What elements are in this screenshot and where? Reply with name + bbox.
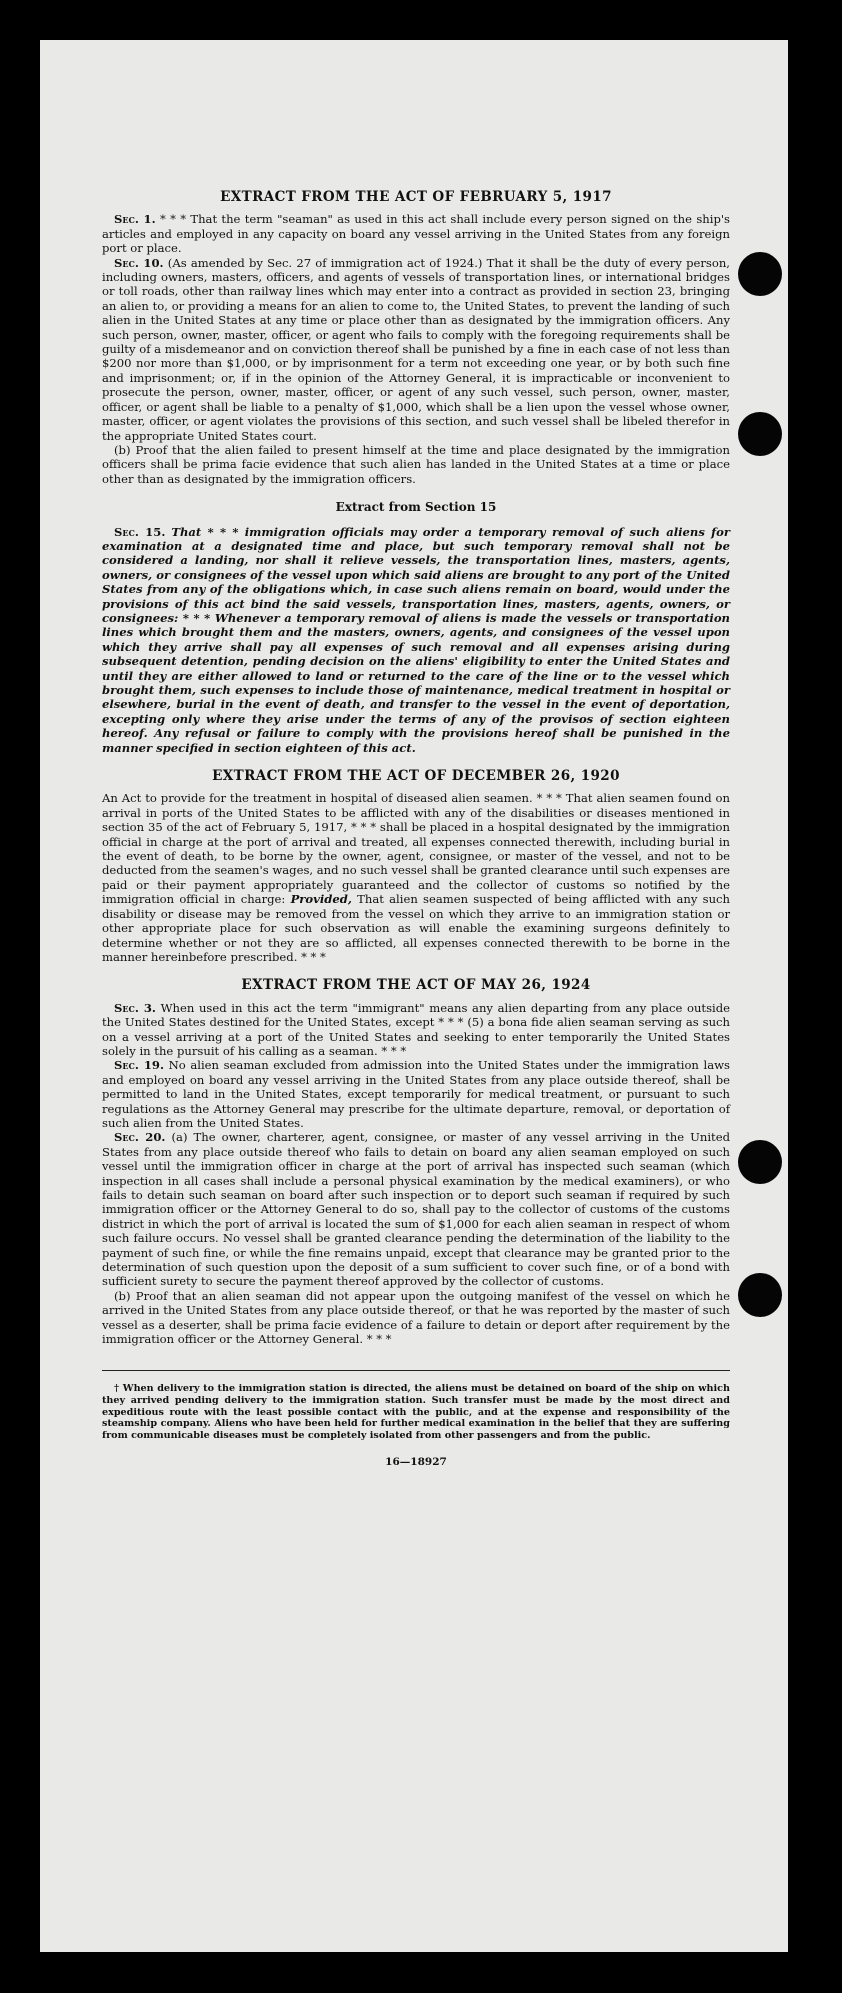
paragraph-text: When used in this act the term "immigrant" means any alien departing from any place outside the United States destined for the United States, except * * * (5) a bona fide alien seaman serving as such on a vessel arriving at a port of the United States and seeking to enter temporarily the United States solely in the pursuit of his calling as a seaman. * * * <box>102 1000 731 1058</box>
footnote-divider <box>102 1370 730 1371</box>
proviso-label: Provided, <box>290 892 352 907</box>
heading-act-1920: EXTRACT FROM THE ACT OF DECEMBER 26, 1920 <box>212 768 620 785</box>
paragraph-sec-10-b: (b) Proof that the alien failed to present himself at the time and place designated by the immigration officers shall be prima facie evidence that such alien has landed in the United States at a time or place other than as designated by the immigration officers. <box>102 442 730 486</box>
paragraph-act-1920 <box>102 791 730 964</box>
document-page <box>40 40 788 1952</box>
paragraph-sec-15 <box>102 525 730 756</box>
document-body <box>102 190 730 1470</box>
punch-hole <box>738 412 782 456</box>
punch-hole <box>738 1140 782 1184</box>
section-label: Sec. 1. <box>114 212 156 227</box>
section-label: Sec. 19. <box>114 1058 164 1073</box>
heading-act-1924: EXTRACT FROM THE ACT OF MAY 26, 1924 <box>241 977 591 994</box>
punch-hole <box>738 1273 782 1317</box>
section-label: Sec. 20. <box>114 1130 166 1145</box>
punch-hole <box>738 252 782 296</box>
paragraph-text: An Act to provide for the treatment in hospital of diseased alien seamen. * * * That alien seamen found on arrival in ports of the United States to be afflicted with any of the disabilities or diseases mentioned in section 35 of the act of February 5, 1917, * * * shall be placed in a hospital designated by the immigration official in charge at the port of arrival and treated, all expenses connected therewith, including burial in the event of death, to be borne by the owner, agent, consignee, or master of the vessel, and not to be deducted from the seamen's wages, and no such vessel shall be granted clearance until such expenses are paid or their payment appropriately guaranteed and the collector of customs so notified by the immigration official in charge: <box>102 791 730 907</box>
page-number: 16—18927 <box>385 1456 447 1469</box>
paragraph-text: (a) The owner, charterer, agent, consignee, or master of any vessel arriving in the United States from any place outside thereof who fails to detain on board any alien seaman employed on such vessel until the immigration officer in charge at the port of arrival has inspected such seaman (which inspection in all cases shall include a personal physical examination by the medical examiners), or who fails to detain such seaman on board after such inspection or to deport such seaman if required by such immigration officer or the Attorney General to do so, shall pay to the collector of customs of the customs district in which the port of arrival is located the sum of $1,000 for each alien seaman in respect of whom such failure occurs. No vessel shall be granted clearance pending the determination of the liability to the payment of such fine, or while the fine remains unpaid, except that clearance may be granted prior to the determination of such question upon the deposit of a sum sufficient to cover such fine, or of a bond with sufficient surety to secure the payment thereof approved by the collector of customs. <box>102 1130 730 1289</box>
section-label: Sec. 15. <box>114 524 166 539</box>
footnote: † When delivery to the immigration station is directed, the aliens must be detained on board of the ship on which they arrived pending delivery to the immigration station. Such transfer must be made by the most direct and expeditious route with the least possible contact with the public, and at the expense and responsibility of the steamship company. Aliens who have been held for further medical examination in the belief that they are suffering from communicable diseases must be completely isolated from other passengers and from the public. <box>102 1383 730 1441</box>
section-label: Sec. 10. <box>114 255 164 270</box>
paragraph-text: That * * * immigration officials may order a temporary removal of such aliens for examination at a designated time and place, but such temporary removal shall not be considered a landing, nor shall it relieve vessels, the transportation lines, masters, agents, owners, or consignees of the vessel upon which said aliens are brought to any port of the United States from any of the obligations which, in case such aliens remain on board, would under the provisions of this act bind the said vessels, transportation lines, masters, agents, owners, or consignees: * * * Whenever a temporary removal of aliens is made the vessels or transportation lines which brought them and the masters, owners, agents, and consignees of the vessel upon which they arrive shall pay all expenses of such removal and all expenses arising during subsequent detention, pending decision on the aliens' eligibility to enter the United States and until they are either allowed to land or returned to the care of the line or to the vessel which brought them, such expenses to include those of maintenance, medical treatment in hospital or elsewhere, burial in the event of death, and transfer to the vessel in the event of deportation, excepting only where they arise under the terms of any of the provisos of section eighteen hereof. Any refusal or failure to comply with the provisions hereof shall be punished in the manner specified in section eighteen of this act. <box>102 524 730 755</box>
paragraph-sec-20-b: (b) Proof that an alien seaman did not appear upon the outgoing manifest of the vessel on which he arrived in the United States from any place outside thereof, or that he was reported by the master of such vessel as a deserter, shall be prima facie evidence of a failure to detain or deport after requirement by the immigration officer or the Attorney General. * * * <box>102 1288 730 1347</box>
paragraph-text: That alien seamen suspected of being afflicted with any such disability or disease may be removed from the vessel on which they arrive to an immigration station or other appropriate place for such observation as will enable the examining surgeons definitely to determine whether or not they are so afflicted, all expenses connected therewith to be borne in the manner hereinbefore prescribed. * * * <box>102 892 730 964</box>
paragraph-sec-20 <box>102 1130 730 1288</box>
paragraph-sec-3 <box>102 1001 730 1059</box>
paragraph-sec-19 <box>102 1058 730 1130</box>
section-label: Sec. 3. <box>114 1000 156 1015</box>
paragraph-text: * * * That the term "seaman" as used in this act shall include every person signed on the ship's articles and employed in any capacity on board any vessel arriving in the United States from any foreign port or place. <box>102 212 731 256</box>
heading-section-15: Extract from Section 15 <box>335 500 497 515</box>
paragraph-text: (As amended by Sec. 27 of immigration act of 1924.) That it shall be the duty of every person, including owners, masters, officers, and agents of vessels of transportation lines, or international bridges or toll roads, other than railway lines which may enter into a contract as provided in section 23, bringing an alien to, or providing a means for an alien to come to, the United States, to prevent the landing of such alien in the United States at any time or place other than as designated by the immigration officers. Any such person, owner, master, officer, or agent who fails to comply with the foregoing requirements shall be guilty of a misdemeanor and on conviction thereof shall be punished by a fine in each case of not less than $200 nor more than $1,000, or by imprisonment for a term not exceeding one year, or by both such fine and imprisonment; or, if in the opinion of the Attorney General, it is impracticable or inconvenient to prosecute the person, owner, master, officer, or agent of any such vessel, such person, owner, master, officer, or agent shall be liable to a penalty of $1,000, which shall be a lien upon the vessel whose owner, master, officer, or agent violates the provisions of this section, and such vessel shall be libeled therefor in the appropriate United States court. <box>102 255 730 443</box>
heading-act-1917: EXTRACT FROM THE ACT OF FEBRUARY 5, 1917 <box>220 189 612 205</box>
paragraph-text: No alien seaman excluded from admission into the United States under the immigration laws and employed on board any vessel arriving in the United States from any place outside thereof, shall be permitted to land in the United States, except temporarily for medical treatment, or pursuant to such regulations as the Attorney General may prescribe for the ultimate departure, removal, or deportation of such alien from the United States. <box>102 1058 730 1130</box>
paragraph-sec-10 <box>102 256 730 443</box>
paragraph-sec-1 <box>102 212 730 255</box>
